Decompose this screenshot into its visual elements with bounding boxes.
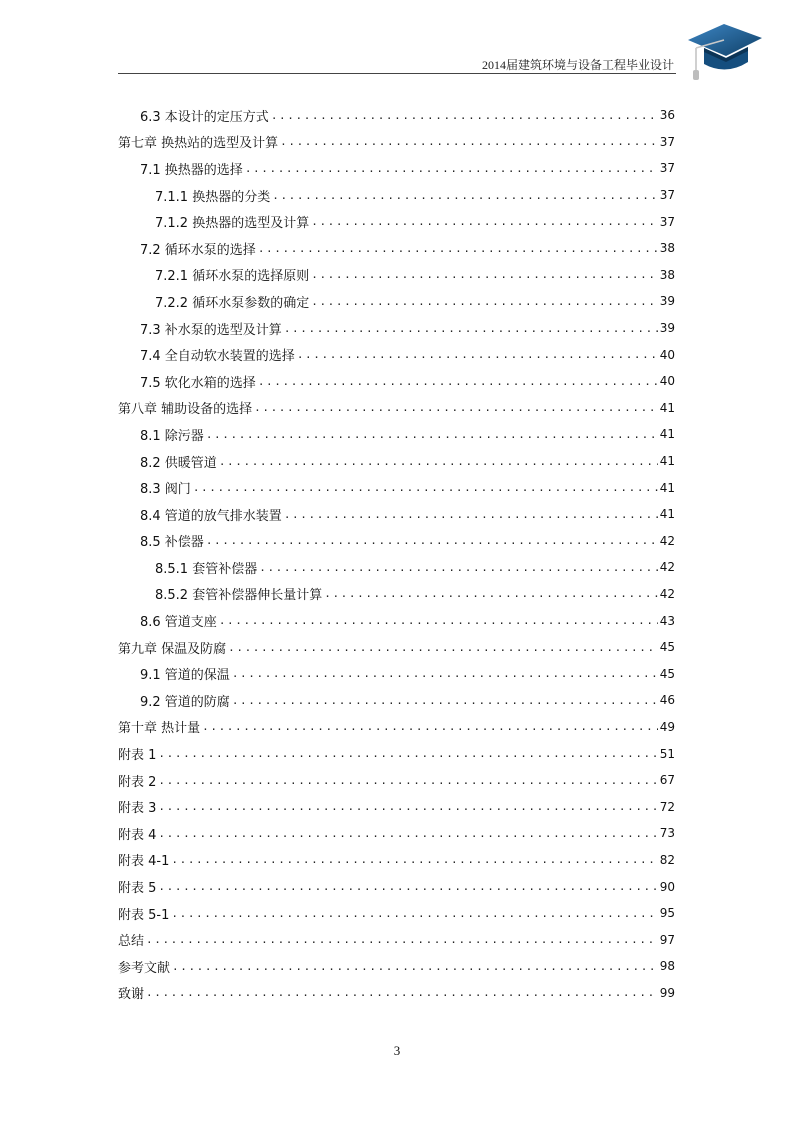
toc-entry-page: 42: [659, 533, 675, 548]
toc-entry-label: 第七章 换热站的选型及计算: [118, 136, 279, 152]
toc-dot-leader: [171, 853, 657, 866]
toc-entry-page: 42: [659, 586, 675, 601]
toc-entry-page: 99: [659, 985, 675, 1000]
toc-entry-page: 98: [659, 959, 675, 974]
toc-entry[interactable]: [118, 395, 675, 422]
toc-entry-label: 致谢: [118, 987, 145, 1003]
toc-dot-leader: [259, 561, 658, 574]
toc-entry-label: 8.6 管道支座: [140, 615, 217, 631]
toc-dot-leader: [172, 960, 658, 973]
toc-entry-page: 38: [659, 241, 675, 256]
toc-dot-leader: [284, 322, 658, 335]
toc-entry-page: 36: [659, 108, 675, 123]
toc-entry[interactable]: [118, 607, 675, 634]
toc-entry-label: 总结: [118, 934, 145, 950]
toc-entry[interactable]: [118, 900, 675, 927]
toc-entry[interactable]: [118, 448, 675, 475]
toc-dot-leader: [254, 401, 658, 414]
toc-entry-label: 7.1.2 换热器的选型及计算: [155, 216, 310, 232]
toc-dot-leader: [258, 375, 658, 388]
toc-entry[interactable]: [118, 581, 675, 608]
toc-dot-leader: [158, 880, 657, 893]
toc-entry-page: 67: [659, 773, 675, 788]
toc-entry[interactable]: [118, 634, 675, 661]
toc-entry-label: 7.2.2 循环水泵参数的确定: [155, 295, 310, 311]
toc-entry[interactable]: [118, 740, 675, 767]
table-of-contents: [118, 102, 675, 1006]
toc-entry-label: 第八章 辅助设备的选择: [118, 402, 253, 418]
header-title: 2014届建筑环境与设备工程毕业设计: [481, 58, 674, 72]
header-divider: [118, 73, 676, 74]
toc-dot-leader: [146, 933, 658, 946]
toc-entry[interactable]: [118, 528, 675, 555]
toc-entry[interactable]: [118, 926, 675, 953]
toc-entry-label: 8.3 阀门: [140, 482, 191, 498]
toc-entry-page: 41: [659, 480, 675, 495]
toc-entry[interactable]: [118, 687, 675, 714]
graduation-cap-icon: [686, 18, 764, 82]
toc-entry-page: 37: [659, 134, 675, 149]
toc-entry-label: 7.2.1 循环水泵的选择原则: [155, 269, 310, 285]
toc-entry[interactable]: [118, 554, 675, 581]
toc-entry[interactable]: [118, 873, 675, 900]
toc-entry[interactable]: [118, 820, 675, 847]
toc-entry-page: 39: [659, 321, 675, 336]
toc-entry-label: 参考文献: [118, 960, 171, 976]
toc-entry[interactable]: [118, 474, 675, 501]
toc-entry-label: 附表 4: [118, 827, 157, 843]
toc-dot-leader: [171, 907, 657, 920]
toc-entry-page: 82: [659, 852, 675, 867]
toc-dot-leader: [158, 774, 657, 787]
toc-entry[interactable]: [118, 793, 675, 820]
toc-entry[interactable]: [118, 262, 675, 289]
toc-entry[interactable]: [118, 368, 675, 395]
toc-entry-label: 9.1 管道的保温: [140, 668, 230, 684]
toc-entry[interactable]: [118, 660, 675, 687]
toc-entry[interactable]: [118, 288, 675, 315]
toc-entry-page: 40: [659, 374, 675, 389]
toc-entry-label: 8.2 供暖管道: [140, 455, 217, 471]
toc-dot-leader: [206, 428, 658, 441]
toc-entry[interactable]: [118, 315, 675, 342]
toc-dot-leader: [228, 641, 658, 654]
toc-entry-label: 第九章 保温及防腐: [118, 641, 227, 657]
toc-entry-label: 附表 5-1: [118, 907, 170, 923]
toc-entry[interactable]: [118, 341, 675, 368]
toc-entry-page: 43: [659, 613, 675, 628]
toc-entry-page: 42: [659, 560, 675, 575]
toc-entry-page: 40: [659, 347, 675, 362]
toc-entry-page: 49: [659, 719, 675, 734]
toc-dot-leader: [219, 455, 658, 468]
toc-entry-label: 7.1.1 换热器的分类: [155, 189, 271, 205]
toc-dot-leader: [158, 747, 657, 760]
toc-dot-leader: [193, 481, 658, 494]
toc-entry[interactable]: [118, 155, 675, 182]
toc-entry-page: 41: [659, 454, 675, 469]
toc-entry-page: 95: [659, 906, 675, 921]
toc-dot-leader: [245, 162, 658, 175]
toc-entry-page: 39: [659, 294, 675, 309]
toc-entry-page: 72: [659, 799, 675, 814]
toc-entry-label: 7.3 补水泵的选型及计算: [140, 322, 282, 338]
toc-dot-leader: [324, 587, 658, 600]
toc-entry-label: 8.4 管道的放气排水装置: [140, 508, 282, 524]
toc-entry[interactable]: [118, 208, 675, 235]
toc-entry-page: 73: [659, 826, 675, 841]
toc-entry-label: 附表 4-1: [118, 854, 170, 870]
page-number: 3: [393, 1043, 401, 1058]
toc-entry[interactable]: [118, 182, 675, 209]
toc-entry-label: 7.2 循环水泵的选择: [140, 242, 256, 258]
toc-entry-page: 51: [659, 746, 675, 761]
toc-entry[interactable]: [118, 953, 675, 980]
toc-entry-label: 9.2 管道的防腐: [140, 694, 230, 710]
toc-entry-page: 45: [659, 666, 675, 681]
toc-entry-label: 7.4 全自动软水装置的选择: [140, 349, 295, 365]
toc-dot-leader: [284, 508, 658, 521]
toc-entry[interactable]: [118, 980, 675, 1007]
toc-entry-label: 附表 3: [118, 801, 157, 817]
toc-entry-label: 8.5.1 套管补偿器: [155, 561, 258, 577]
toc-entry-label: 8.5 补偿器: [140, 535, 204, 551]
toc-entry-label: 附表 5: [118, 881, 157, 897]
toc-entry-page: 97: [659, 932, 675, 947]
toc-entry-page: 41: [659, 427, 675, 442]
toc-dot-leader: [258, 242, 658, 255]
toc-entry-label: 第十章 热计量: [118, 721, 201, 737]
toc-entry-page: 37: [659, 188, 675, 203]
toc-entry-page: 41: [659, 507, 675, 522]
toc-dot-leader: [158, 827, 657, 840]
toc-entry-page: 90: [659, 879, 675, 894]
toc-dot-leader: [146, 986, 658, 999]
toc-entry-page: 46: [659, 693, 675, 708]
toc-dot-leader: [272, 189, 658, 202]
toc-dot-leader: [202, 720, 658, 733]
toc-entry[interactable]: [118, 767, 675, 794]
toc-entry-label: 8.1 除污器: [140, 428, 204, 444]
toc-entry[interactable]: [118, 421, 675, 448]
toc-dot-leader: [232, 667, 658, 680]
toc-entry-page: 38: [659, 267, 675, 282]
toc-dot-leader: [158, 800, 657, 813]
toc-entry-label: 7.1 换热器的选择: [140, 162, 243, 178]
toc-dot-leader: [219, 614, 658, 627]
toc-dot-leader: [271, 109, 658, 122]
toc-entry[interactable]: [118, 501, 675, 528]
toc-dot-leader: [311, 268, 658, 281]
toc-entry-page: 45: [659, 640, 675, 655]
toc-dot-leader: [232, 694, 658, 707]
toc-entry[interactable]: [118, 714, 675, 741]
toc-entry[interactable]: [118, 129, 675, 156]
toc-entry-label: 附表 1: [118, 748, 157, 764]
toc-entry[interactable]: [118, 847, 675, 874]
toc-entry-label: 8.5.2 套管补偿器伸长量计算: [155, 588, 323, 604]
toc-dot-leader: [297, 348, 658, 361]
toc-dot-leader: [206, 534, 658, 547]
toc-entry[interactable]: [118, 235, 675, 262]
toc-entry-page: 37: [659, 161, 675, 176]
toc-entry-page: 41: [659, 400, 675, 415]
toc-dot-leader: [311, 215, 658, 228]
toc-entry[interactable]: [118, 102, 675, 129]
toc-entry-label: 6.3 本设计的定压方式: [140, 109, 269, 125]
toc-dot-leader: [311, 295, 658, 308]
toc-dot-leader: [280, 135, 658, 148]
toc-entry-page: 37: [659, 214, 675, 229]
toc-entry-label: 7.5 软化水箱的选择: [140, 375, 256, 391]
toc-entry-label: 附表 2: [118, 774, 157, 790]
